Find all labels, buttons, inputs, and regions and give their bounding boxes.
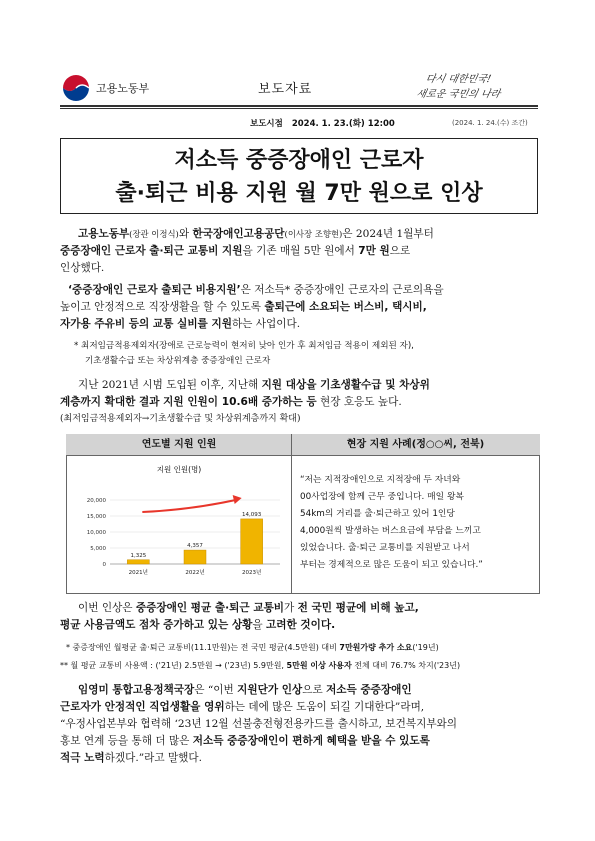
embargo-date: 2024. 1. 23.(화) 12:00 [291, 119, 395, 129]
text: 은 2024년 1월부터 [342, 228, 434, 240]
footnote-eligibility [74, 339, 414, 369]
paragraph-intro [78, 226, 434, 243]
text-bold: 근로자가 안정적인 직업생활을 영위 [60, 701, 225, 713]
slogan-line2: 새로운 국민의 나라 [415, 89, 502, 100]
text-bold: 자가용 주유비 등의 교통 실비를 지원 [60, 318, 232, 330]
quote-line: 있었습니다. 출·퇴근 교통비를 지원받고 나서 [300, 543, 470, 553]
text: (이사장 조향현) [284, 229, 343, 239]
footnote-line: * 최저임금적용제외자(장애로 근로능력이 현저히 낮아 인가 후 최저임금 적용이 제외된 자), [74, 341, 414, 351]
text-bold: 저소득 중증장애인 [326, 684, 412, 696]
text: 지난 2021년 시범 도입된 이후, 지난해 [78, 379, 262, 391]
text: (최저임금적용제외자→기초생활수급 및 차상위계층까지 확대) [60, 414, 301, 424]
quote-line: 부터는 경제적으로 많은 도움이 되고 있습니다.” [300, 560, 483, 570]
footnote-cost [66, 640, 439, 655]
paragraph-quote-cont [60, 699, 457, 767]
text-bold: 중증장애인 근로자 출·퇴근 교통비 지원 [60, 245, 243, 257]
text: 와 [178, 228, 193, 240]
text: 으로 [302, 684, 327, 696]
text: 을 기존 매월 5만 원에서 [242, 245, 359, 257]
text-bold: 7만 원 [358, 245, 390, 257]
bar [241, 519, 263, 564]
support-count-chart [68, 458, 290, 592]
quote-line: “저는 지적장애인으로 지적장애 두 자녀와 [300, 475, 461, 485]
quote-line: 4,000원씩 발생하는 버스요금에 부담을 느끼고 [300, 526, 481, 536]
text: 하는 사업이다. [231, 318, 301, 330]
text-bold: 계층까지 확대한 결과 지원 인원이 10.6배 증가하는 등 [60, 396, 317, 408]
text: ('19년) [412, 643, 439, 652]
x-tick-label: 2021년 [128, 570, 148, 576]
bar [127, 560, 149, 564]
quote-line: 00사업장에 함께 근무 중입니다. 매일 왕복 [300, 492, 464, 502]
text: 은 “이번 [194, 684, 238, 696]
header-rule [60, 105, 538, 107]
header-rule-thin [60, 108, 538, 109]
text-bold: 적극 노력 [60, 752, 105, 764]
text-bold: 중증장애인 평균 출·퇴근 교통비 [135, 602, 285, 614]
bar-value-label: 4,357 [187, 543, 203, 550]
text-bold: 지원 대상을 기초생활수급 및 차상위 [261, 379, 430, 391]
text: 하는 데에 많은 도움이 되길 기대한다”라며, [224, 701, 425, 713]
x-tick-label: 2023년 [242, 570, 262, 576]
text-bold: 출퇴근에 소요되는 버스비, 택시비, [264, 301, 427, 313]
y-tick-label: 15,000 [86, 514, 106, 520]
table-header-right: 현장 지원 사례(정○○씨, 전북) [291, 434, 540, 456]
text: (장관 이정식) [129, 229, 179, 239]
bar [184, 550, 206, 564]
paragraph-program [68, 282, 444, 299]
text-bold: 고려한 것이다. [266, 619, 336, 631]
text: 으로 [389, 245, 411, 257]
text: 은 저소득* 중증장애인 근로자의 근로의욕을 [240, 284, 444, 296]
paragraph-results [78, 377, 430, 394]
text-bold: 고용노동부 [78, 228, 130, 240]
text: 높이고 안정적으로 직장생활을 할 수 있도록 [60, 301, 265, 313]
y-tick-label: 5,000 [90, 546, 106, 552]
chart-title: 지원 인원(명) [156, 465, 202, 474]
text-bold: 한국장애인고용공단 [192, 228, 285, 240]
text-bold: 임영미 통합고용정책국장 [78, 684, 195, 696]
trend-arrow [142, 500, 235, 512]
release-type: 보도자료 [258, 82, 313, 97]
text: 을 [252, 619, 267, 631]
paragraph-results-cont [60, 394, 402, 428]
text: 이번 인상은 [78, 602, 136, 614]
table-divider [291, 434, 292, 594]
text-bold: 5만원 이상 사용자 [286, 661, 352, 670]
paragraph-intro-cont [60, 243, 410, 277]
text: 인상했다. [60, 262, 105, 274]
text-bold: 평균 사용금액도 점차 증가하고 있는 상황 [60, 619, 253, 631]
text-bold: 저소득 중증장애인이 편하게 혜택을 받을 수 있도록 [192, 735, 430, 747]
x-tick-label: 2022년 [185, 570, 205, 576]
text: 하겠다.”라고 말했다. [104, 752, 203, 764]
headline-line1: 저소득 중증장애인 근로자 [174, 148, 424, 173]
text-bold: ‘중증장애인 근로자 출퇴근 비용지원’ [68, 284, 241, 296]
case-quote [300, 472, 483, 574]
slogan-line1: 다시 대한민국! [424, 74, 492, 85]
bar-value-label: 1,325 [130, 552, 147, 559]
text: ** 월 평균 교통비 사용액 : ('21년) 2.5만원 → ('23년) 5.9만원, [60, 661, 287, 670]
slogan-calligraphy [415, 72, 536, 108]
text: 홍보 연계 등을 통해 더 많은 [60, 735, 193, 747]
footnote-line: 기초생활수급 또는 차상위계층 중증장애인 근로자 [85, 356, 271, 366]
print-date: (2024. 1. 24.(수) 조간) [452, 119, 528, 127]
paragraph-program-cont [60, 299, 427, 333]
government-emblem-logo [62, 74, 90, 102]
y-tick-label: 20,000 [86, 498, 106, 504]
text: 현장 호응도 높다. [316, 396, 402, 408]
ministry-name: 고용노동부 [96, 82, 150, 95]
headline-line2: 출·퇴근 비용 지원 월 7만 원으로 인상 [115, 181, 483, 206]
text: “우정사업본부와 협력해 ‘23년 12월 선불충전형전용카드를 출시하고, 보건복지부와의 [60, 718, 458, 730]
paragraph-reason-cont [60, 617, 335, 634]
text: * 중증장애인 월평균 출·퇴근 교통비(11.1만원)는 전 국민 평균(4.5만원) 대비 [66, 643, 340, 652]
text-bold: 지원단가 인상 [237, 684, 303, 696]
quote-line: 54km의 거리를 출·퇴근하고 있어 1인당 [300, 509, 455, 519]
embargo-info [250, 117, 401, 129]
text: 전체 대비 76.7% 차지('23년) [351, 661, 461, 670]
y-tick-label: 10,000 [86, 530, 106, 536]
text-bold: 전 국민 평균에 비해 높고, [297, 602, 419, 614]
y-tick-label: 0 [102, 562, 106, 568]
embargo-label: 보도시점 [250, 119, 283, 129]
paragraph-quote [78, 682, 412, 699]
paragraph-reason [78, 600, 419, 617]
text: 가 [284, 602, 298, 614]
footnote-usage [60, 658, 460, 673]
table-header-left: 연도별 지원 인원 [66, 434, 292, 456]
bar-value-label: 14,093 [242, 511, 262, 518]
text-bold: 7만원가량 추가 소요 [339, 643, 413, 652]
trend-arrowhead [233, 495, 242, 504]
